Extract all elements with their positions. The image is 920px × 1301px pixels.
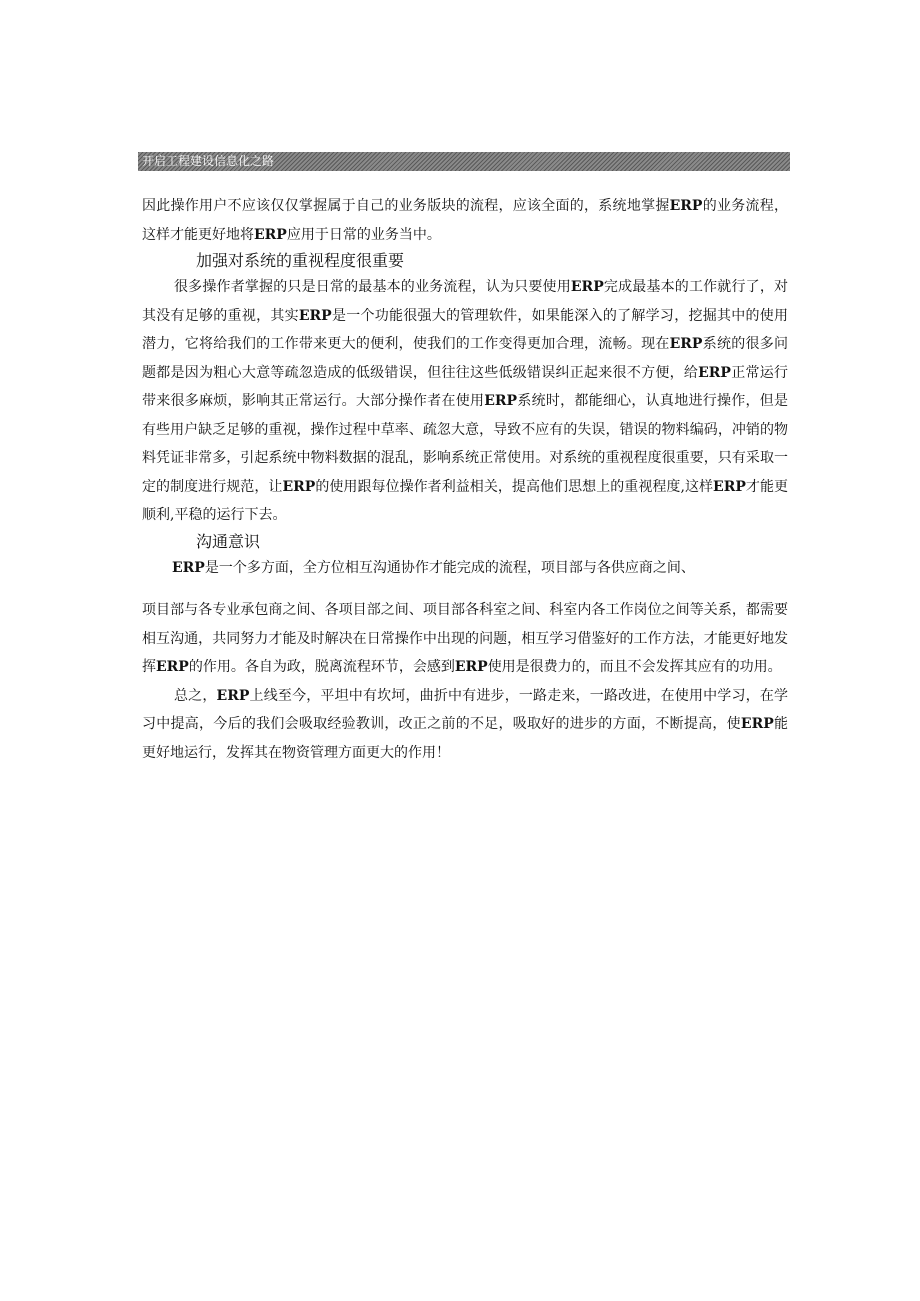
erp-term: ERP	[698, 364, 731, 381]
erp-term: ERP	[713, 478, 746, 495]
erp-term: ERP	[484, 393, 518, 409]
paragraph-business-process: 因此操作用户不应该仅仅掌握属于自己的业务版块的流程，应该全面的，系统地掌握ERP的业务流程，这样才能更好地将ERP应用于日常的业务当中。	[142, 198, 789, 243]
paragraph-conclusion: 总之，ERP上线至今，平坦中有坎坷，曲折中有进步，一路走来，一路改进，在使用中学习，在学习中提高，今后的我们会吸取经验教训，改正之前的不足，吸取好的进步的方面，不断提高，使ERP能更好地运行，发挥其在物资管理方面更大的作用！	[142, 687, 789, 761]
section-heading-communication: 沟通意识	[196, 531, 261, 551]
erp-term: ERP	[282, 478, 316, 495]
erp-term: ERP	[454, 659, 488, 675]
erp-term: ERP	[669, 198, 703, 214]
erp-term: ERP	[669, 336, 703, 352]
paragraph-importance: 很多操作者掌握的只是日常的最基本的业务流程，认为只要使用ERP完成最基本的工作就行了，对其没有足够的重视，其实ERP是一个功能很强大的管理软件，如果能深入的了解学习，挖掘其中的使用潜力，它将给我们的工作带来更大的便利，使我们的工作变得更加合理，流畅。现在ERP系统的很多问题都是因为粗心大意等疏忽造成的低级错误，但往往这些低级错误纠正起来很不方便，给ERP正常运行带来很多麻烦，影响其正常运行。大部分操作者在使用ERP系统时，都能细心，认真地进行操作，但是有些用户缺乏足够的重视，操作过程中草率、疏忽大意，导致不应有的失误，错误的物料编码，冲销的物料凭证非常多，引起系统中物料数据的混乱，影响系统正常使用。对系统的重视程度很重要，只有采取一定的制度进行规范，让ERP的使用跟每位操作者利益相关，提高他们思想上的重视程度,这样ERP才能更顺利,平稳的运行下去。	[142, 279, 789, 523]
erp-term: ERP	[172, 559, 205, 576]
page-header-title: 开启工程建设信息化之路	[142, 154, 275, 168]
erp-term: ERP	[156, 659, 189, 675]
erp-term: ERP	[254, 226, 287, 243]
erp-term: ERP	[570, 279, 604, 295]
page-header-band	[138, 152, 790, 171]
erp-term: ERP	[298, 307, 332, 324]
erp-term: ERP	[216, 687, 250, 704]
document-body	[142, 192, 788, 767]
erp-term: ERP	[740, 716, 774, 732]
paragraph-communication: 项目部与各专业承包商之间、各项目部之间、项目部各科室之间、科室内各工作岗位之间等关系，都需要相互沟通，共同努力才能及时解决在日常操作中出现的问题，相互学习借鉴好的工作方法，才能更好地发挥ERP的作用。各自为政，脱离流程环节，会感到ERP使用是很费力的，而且不会发挥其应有的功用。	[142, 602, 788, 675]
section-heading-importance: 加强对系统的重视程度很重要	[196, 251, 405, 270]
paragraph-communication-lead: ERP是一个多方面，全方位相互沟通协作才能完成的流程，项目部与各供应商之间、	[172, 559, 695, 576]
